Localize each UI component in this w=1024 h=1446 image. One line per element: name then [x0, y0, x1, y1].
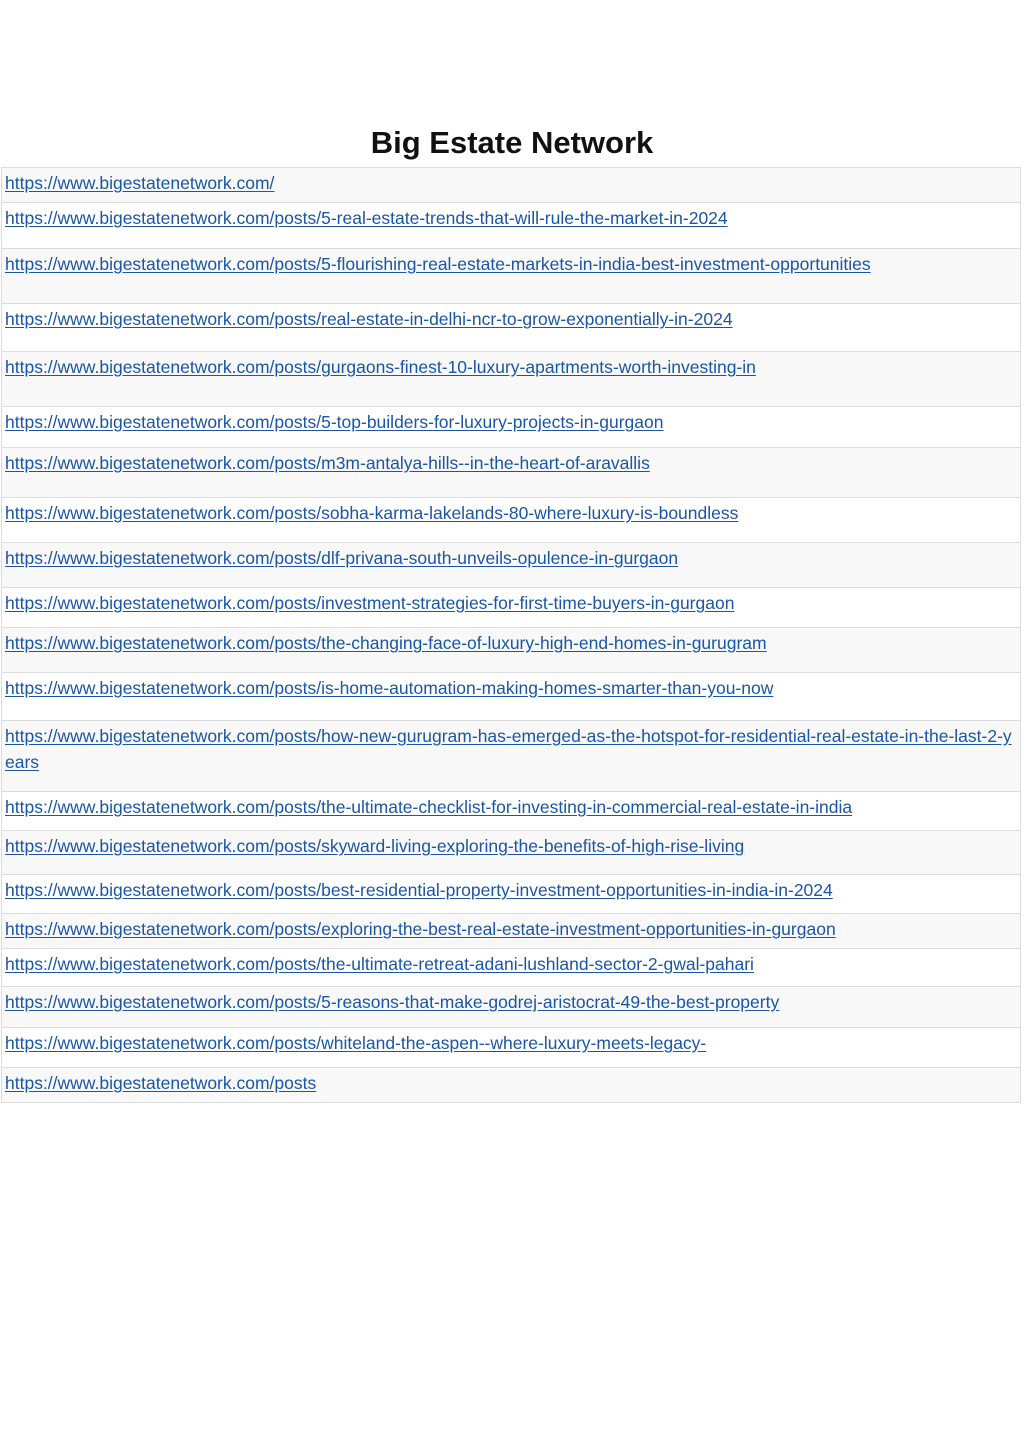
link[interactable]: https://www.bigestatenetwork.com/posts/dlf-privana-south-unveils-opulence-in-gurgaon — [5, 548, 679, 568]
link[interactable]: https://www.bigestatenetwork.com/posts/5-flourishing-real-estate-markets-in-india-best-investment-opportunities — [5, 254, 871, 274]
table-cell — [2, 831, 1021, 875]
table-row — [2, 1028, 1021, 1068]
link[interactable]: https://www.bigestatenetwork.com/posts/the-ultimate-retreat-adani-lushland-sector-2-gwal-pahari — [5, 954, 754, 974]
link[interactable]: https://www.bigestatenetwork.com/posts/whiteland-the-aspen--where-luxury-meets-legacy- — [5, 1033, 707, 1053]
table-cell — [2, 1028, 1021, 1068]
table-row — [2, 628, 1021, 673]
table-cell — [2, 628, 1021, 673]
table-row — [2, 203, 1021, 249]
table-row — [2, 875, 1021, 914]
table-cell — [2, 498, 1021, 543]
table-cell — [2, 352, 1021, 407]
table-cell — [2, 588, 1021, 628]
table-cell — [2, 949, 1021, 987]
link[interactable]: https://www.bigestatenetwork.com/posts/5-reasons-that-make-godrej-aristocrat-49-the-best-property — [5, 992, 780, 1012]
table-row — [2, 673, 1021, 721]
table-row — [2, 914, 1021, 949]
table-row — [2, 588, 1021, 628]
table-row — [2, 721, 1021, 792]
table-row — [2, 543, 1021, 588]
table-row — [2, 792, 1021, 831]
link[interactable]: https://www.bigestatenetwork.com/posts/the-ultimate-checklist-for-investing-in-commercial-real-estate-in-india — [5, 797, 853, 817]
link[interactable]: https://www.bigestatenetwork.com/posts/m3m-antalya-hills--in-the-heart-of-aravallis — [5, 453, 650, 473]
table-cell — [2, 448, 1021, 498]
table-cell — [2, 543, 1021, 588]
table-row — [2, 407, 1021, 448]
link[interactable]: https://www.bigestatenetwork.com/posts/gurgaons-finest-10-luxury-apartments-worth-investing-in — [5, 357, 756, 377]
link[interactable]: https://www.bigestatenetwork.com/posts/real-estate-in-delhi-ncr-to-grow-exponentially-in-2024 — [5, 309, 733, 329]
table-cell — [2, 249, 1021, 304]
table-row — [2, 249, 1021, 304]
table-cell — [2, 304, 1021, 352]
table-cell — [2, 203, 1021, 249]
table-row — [2, 831, 1021, 875]
link[interactable]: https://www.bigestatenetwork.com/posts/investment-strategies-for-first-time-buyers-in-gurgaon — [5, 593, 735, 613]
link-table — [1, 167, 1021, 1103]
link[interactable]: https://www.bigestatenetwork.com/posts/5-top-builders-for-luxury-projects-in-gurgaon — [5, 412, 664, 432]
table-cell — [2, 1068, 1021, 1103]
link[interactable]: https://www.bigestatenetwork.com/posts/is-home-automation-making-homes-smarter-than-you-now — [5, 678, 774, 698]
table-row — [2, 168, 1021, 203]
link[interactable]: https://www.bigestatenetwork.com/posts/how-new-gurugram-has-emerged-as-the-hotspot-for-residential-real-estate-in-the-last-2-years — [5, 726, 1012, 772]
table-row — [2, 448, 1021, 498]
link[interactable]: https://www.bigestatenetwork.com/posts — [5, 1073, 317, 1093]
link[interactable]: https://www.bigestatenetwork.com/posts/exploring-the-best-real-estate-investment-opportunities-in-gurgaon — [5, 919, 836, 939]
table-cell — [2, 987, 1021, 1028]
table-row — [2, 304, 1021, 352]
table-cell — [2, 721, 1021, 792]
link[interactable]: https://www.bigestatenetwork.com/posts/the-changing-face-of-luxury-high-end-homes-in-gurugram — [5, 633, 767, 653]
table-row — [2, 1068, 1021, 1103]
table-cell — [2, 914, 1021, 949]
link[interactable]: https://www.bigestatenetwork.com/ — [5, 173, 275, 193]
table-row — [2, 498, 1021, 543]
table-row — [2, 987, 1021, 1028]
page-title: Big Estate Network — [370, 125, 654, 160]
table-cell — [2, 673, 1021, 721]
link[interactable]: https://www.bigestatenetwork.com/posts/5-real-estate-trends-that-will-rule-the-market-in-2024 — [5, 208, 728, 228]
link[interactable]: https://www.bigestatenetwork.com/posts/best-residential-property-investment-opportunities-in-india-in-2024 — [5, 880, 833, 900]
table-cell — [2, 407, 1021, 448]
table-cell — [2, 792, 1021, 831]
table-cell — [2, 168, 1021, 203]
table-row — [2, 949, 1021, 987]
link[interactable]: https://www.bigestatenetwork.com/posts/sobha-karma-lakelands-80-where-luxury-is-boundless — [5, 503, 739, 523]
link[interactable]: https://www.bigestatenetwork.com/posts/skyward-living-exploring-the-benefits-of-high-rise-living — [5, 836, 745, 856]
table-cell — [2, 875, 1021, 914]
table-row — [2, 352, 1021, 407]
